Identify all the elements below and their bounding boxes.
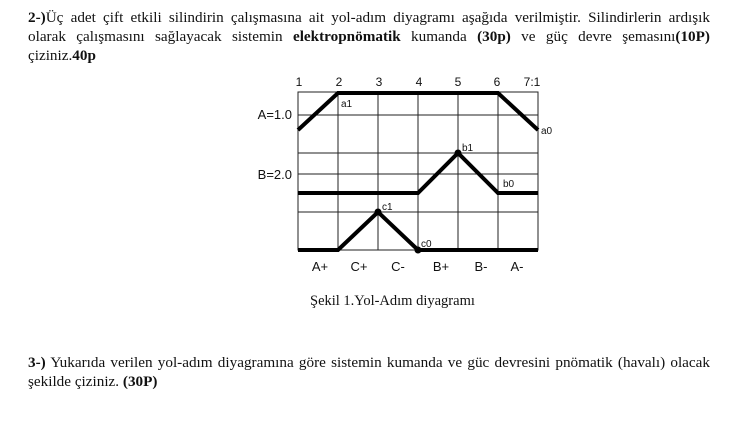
sequence-step: B- (474, 259, 488, 274)
step-number: 1 (295, 75, 303, 89)
question-2-points-b: (10P) (675, 28, 710, 45)
question-3-number: 3-) (28, 354, 46, 371)
question-2-points-total: 40p (72, 47, 96, 64)
question-3 (28, 353, 710, 391)
question-2-points-a: (30p) (477, 28, 511, 45)
sequence-step: A+ (311, 259, 329, 274)
step-number: 5 (454, 75, 462, 89)
sequence-step: C- (391, 259, 405, 274)
label-c1: c1 (382, 202, 393, 213)
step-number: 2 (335, 75, 343, 89)
step-number: 7:1 (523, 75, 541, 89)
question-2-bold-word: elektropnömatik (292, 28, 401, 45)
label-c0: c0 (421, 239, 432, 250)
step-number: 4 (415, 75, 423, 89)
row-label-b: B=2.0 (257, 167, 292, 182)
label-b0: b0 (503, 179, 515, 190)
sequence-step: A- (510, 259, 524, 274)
sequence-step: C+ (350, 259, 368, 274)
step-number: 3 (375, 75, 383, 89)
step-number: 6 (493, 75, 501, 89)
point-b1 (455, 150, 462, 157)
question-2-text-c: ve güç devre şemasını (510, 28, 676, 45)
label-a0: a0 (541, 126, 553, 137)
question-2-text-b: kumanda (400, 28, 478, 45)
diagram-grid (298, 92, 538, 250)
question-2-text-a: Üç adet çift etkili silindirin çalışmasına ait yol-adım diyagramı aşağıda verilmiştir. Silindirlerin ardışık olarak çalışmasını sağlayacak sistemin (28, 9, 710, 45)
sequence-step: B+ (432, 259, 450, 274)
question-3-points: (30P) (122, 373, 158, 390)
label-a1: a1 (341, 99, 353, 110)
question-2-number: 2-) (28, 9, 46, 26)
question-2-text-d: çiziniz. (28, 47, 73, 64)
question-3-text: Yukarıda verilen yol-adım diyagramına göre sistemin kumanda ve güc devresini pnömatik (havalı) olacak şekilde çiziniz. (28, 354, 710, 390)
label-b1: b1 (462, 143, 474, 154)
row-label-a: A=1.0 (257, 107, 292, 122)
figure-caption: Şekil 1.Yol-Adım diyagramı (310, 293, 475, 309)
point-c1 (375, 209, 382, 216)
